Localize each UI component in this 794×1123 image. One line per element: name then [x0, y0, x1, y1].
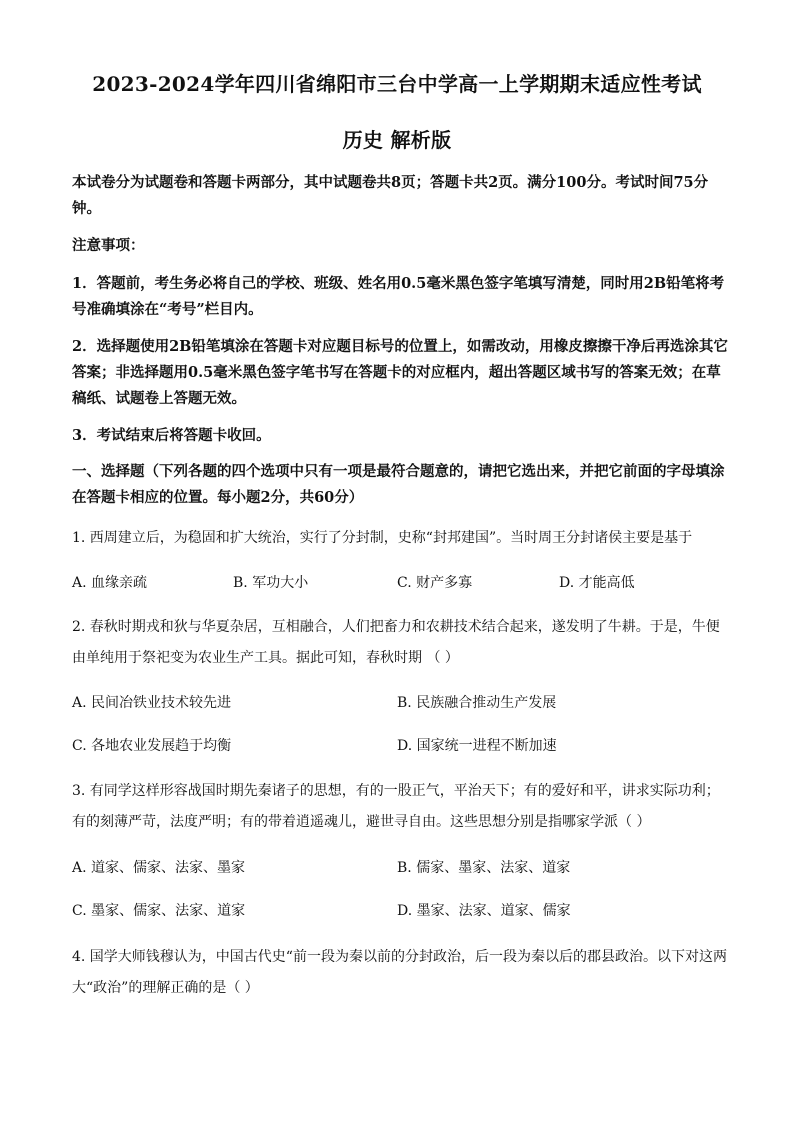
exam-title: 2023-2024学年四川省绵阳市三台中学高一上学期期末适应性考试	[92, 72, 702, 96]
notice-item-3: 3．考试结束后将答题卡收回。	[72, 427, 271, 444]
notice-heading: 注意事项：	[72, 237, 145, 254]
question-2-stem: 2. 春秋时期戎和狄与华夏杂居，互相融合，人们把畜力和农耕技术结合起来，遂发明了牛耕。于是，牛便由单纯用于祭祀变为农业生产工具。据此可知，春秋时期 （ ）	[72, 619, 720, 666]
question-3-option-d: D. 墨家、法家、道家、儒家	[397, 903, 571, 919]
question-3-option-a: A. 道家、儒家、法家、墨家	[72, 860, 246, 876]
question-1-stem: 1. 西周建立后，为稳固和扩大统治，实行了分封制，史称“封邦建国”。当时周王分封诸侯主要是基于	[72, 530, 693, 546]
exam-subtitle: 历史 解析版	[342, 128, 452, 152]
question-2-options-row-2	[72, 734, 732, 758]
notice-item-1: 1．答题前，考生务必将自己的学校、班级、姓名用0.5毫米黑色签字笔填写清楚，同时用2B铅笔将考号准确填涂在“考号”栏目内。	[72, 275, 725, 318]
question-3-option-c: C. 墨家、儒家、法家、道家	[72, 903, 246, 919]
question-1-option-d: D. 才能高低	[559, 575, 635, 591]
question-2-option-a: A. 民间冶铁业技术较先进	[72, 695, 232, 711]
question-3-options-row-1	[72, 856, 732, 880]
question-2-option-b: B. 民族融合推动生产发展	[397, 695, 557, 711]
question-4-stem: 4. 国学大师钱穆认为，中国古代史“前一段为秦以前的分封政治，后一段为秦以后的郡县政治。以下对这两大“政治”的理解正确的是（ ）	[72, 949, 727, 996]
question-2-option-c: C. 各地农业发展趋于均衡	[72, 738, 232, 754]
exam-intro: 本试卷分为试题卷和答题卡两部分，其中试题卷共8页；答题卡共2页。满分100分。考试时间75分钟。	[72, 174, 709, 217]
question-1-option-a: A. 血缘亲疏	[72, 575, 148, 591]
question-3-option-b: B. 儒家、墨家、法家、道家	[397, 860, 571, 876]
question-1-options	[72, 571, 732, 595]
question-2-options-row-1	[72, 691, 732, 715]
notice-item-2: 2．选择题使用2B铅笔填涂在答题卡对应题目标号的位置上，如需改动，用橡皮擦擦干净后再选涂其它答案；非选择题用0.5毫米黑色签字笔书写在答题卡的对应框内，超出答题区域书写的答案无效；在草稿纸、试题卷上答题无效。	[72, 338, 728, 407]
question-2-option-d: D. 国家统一进程不断加速	[397, 738, 557, 754]
question-3-stem: 3. 有同学这样形容战国时期先秦诸子的思想，有的一股正气，平治天下；有的爱好和平，讲求实际功利；有的刻薄严苛，法度严明；有的带着逍遥魂儿，避世寻自由。这些思想分别是指哪家学派（ ）	[72, 783, 720, 830]
section-heading: 一、选择题（下列各题的四个选项中只有一项是最符合题意的，请把它选出来，并把它前面的字母填涂在答题卡相应的位置。每小题2分，共60分）	[72, 463, 725, 506]
question-3-options-row-2	[72, 899, 732, 923]
question-1-option-c: C. 财产多寡	[397, 575, 473, 591]
question-1-option-b: B. 军功大小	[233, 575, 309, 591]
